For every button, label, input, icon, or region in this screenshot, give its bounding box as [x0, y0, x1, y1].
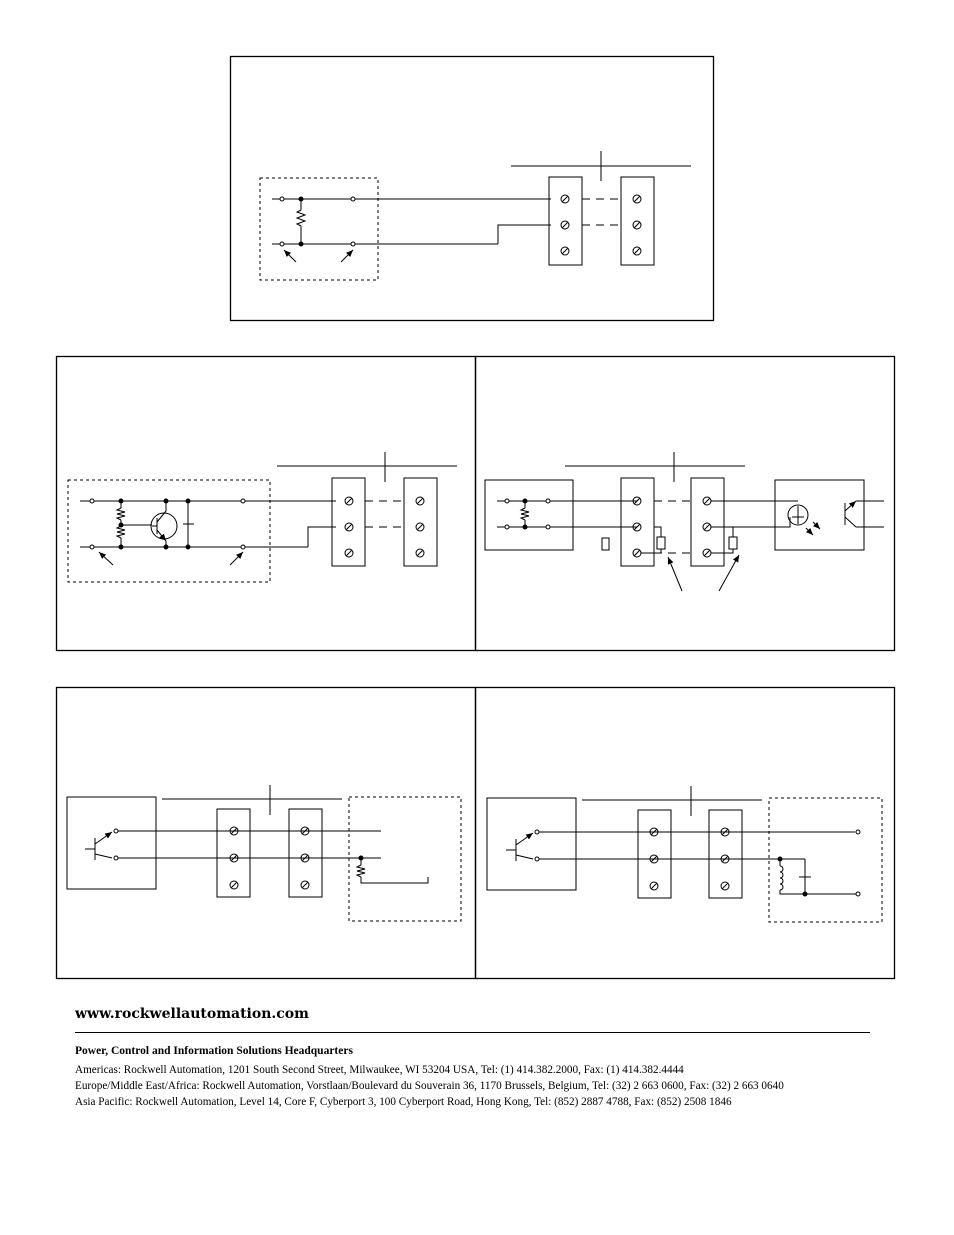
panel-4-frame: [57, 688, 476, 979]
panel-2-sensor-box: [68, 480, 270, 582]
footer-address-emea: Europe/Middle East/Africa: Rockwell Automation, Vorstlaan/Boulevard du Souverain 36, 1170 Brussels, Belgium, Tel: (32) 2 663 0600, Fax: (32) 2 663 0640: [75, 1080, 784, 1092]
diagram-panel-1: [231, 57, 714, 321]
panel-3-frame: [476, 357, 895, 651]
diagram-panel-3: [476, 357, 895, 651]
diagram-panel-2: [57, 357, 476, 651]
panel-4-switch-box: [67, 797, 156, 889]
panel-1-resistor: [297, 210, 305, 226]
diagram-panel-4: [57, 688, 476, 979]
panel-2-frame: [57, 357, 476, 651]
diagram-panel-5: [476, 688, 895, 979]
panel-1-frame: [231, 57, 714, 321]
footer-divider: [75, 1032, 870, 1033]
footer-address-americas: Americas: Rockwell Automation, 1201 South Second Street, Milwaukee, WI 53204 USA, Tel: (1) 414.382.2000, Fax: (1) 414.382.4444: [75, 1064, 684, 1076]
panel-3-source-box: [485, 480, 573, 550]
panel-5-coil: [780, 866, 783, 890]
footer-address-apac: Asia Pacific: Rockwell Automation, Level 14, Core F, Cyberport 3, 100 Cyberport Road, Hong Kong, Tel: (852) 2887 4788, Fax: (852) 2508 1846: [75, 1096, 732, 1108]
footer-website-link[interactable]: www.rockwellautomation.com: [75, 1006, 309, 1022]
panel-1-sensor-box: [260, 178, 378, 280]
footer-heading: Power, Control and Information Solutions Headquarters: [75, 1045, 353, 1057]
